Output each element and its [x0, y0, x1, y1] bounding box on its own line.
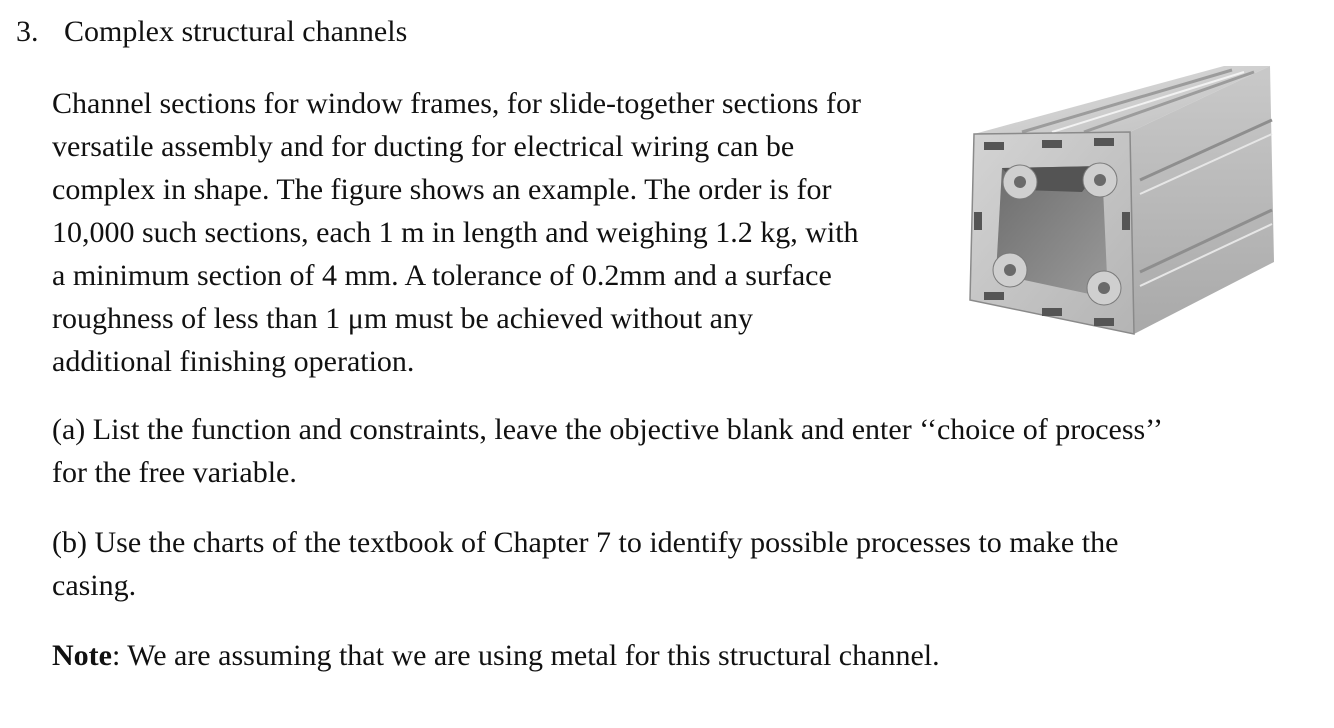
description-line: a minimum section of 4 mm. A tolerance of 0.2mm and a surface [52, 259, 832, 292]
description-line: additional finishing operation. [52, 345, 415, 378]
problem-description [52, 82, 942, 383]
question-heading [16, 12, 407, 52]
description-line: complex in shape. The figure shows an example. The order is for [52, 173, 832, 206]
part-a-line: (a) List the function and constraints, leave the objective blank and enter ‘‘choice of process’’ [52, 413, 1163, 446]
channel-section-figure [962, 62, 1276, 342]
description-line: Channel sections for window frames, for slide-together sections for [52, 87, 861, 120]
question-number: 3. [16, 15, 39, 48]
note-label: Note [52, 639, 112, 672]
description-line: 10,000 such sections, each 1 m in length and weighing 1.2 kg, with [52, 216, 859, 249]
description-line: roughness of less than 1 μm must be achieved without any [52, 302, 753, 335]
note-text: : We are assuming that we are using metal for this structural channel. [111, 639, 940, 672]
aluminum-channel-profile-image [962, 62, 1276, 342]
question-title: Complex structural channels [64, 15, 408, 48]
question-part-a [52, 408, 1163, 494]
part-a-line: for the free variable. [52, 456, 297, 489]
part-b-line: (b) Use the charts of the textbook of Chapter 7 to identify possible processes to make the [52, 526, 1119, 559]
question-part-b [52, 521, 1118, 607]
note-paragraph [52, 634, 940, 677]
part-b-line: casing. [52, 569, 137, 602]
description-line: versatile assembly and for ducting for electrical wiring can be [52, 130, 795, 163]
